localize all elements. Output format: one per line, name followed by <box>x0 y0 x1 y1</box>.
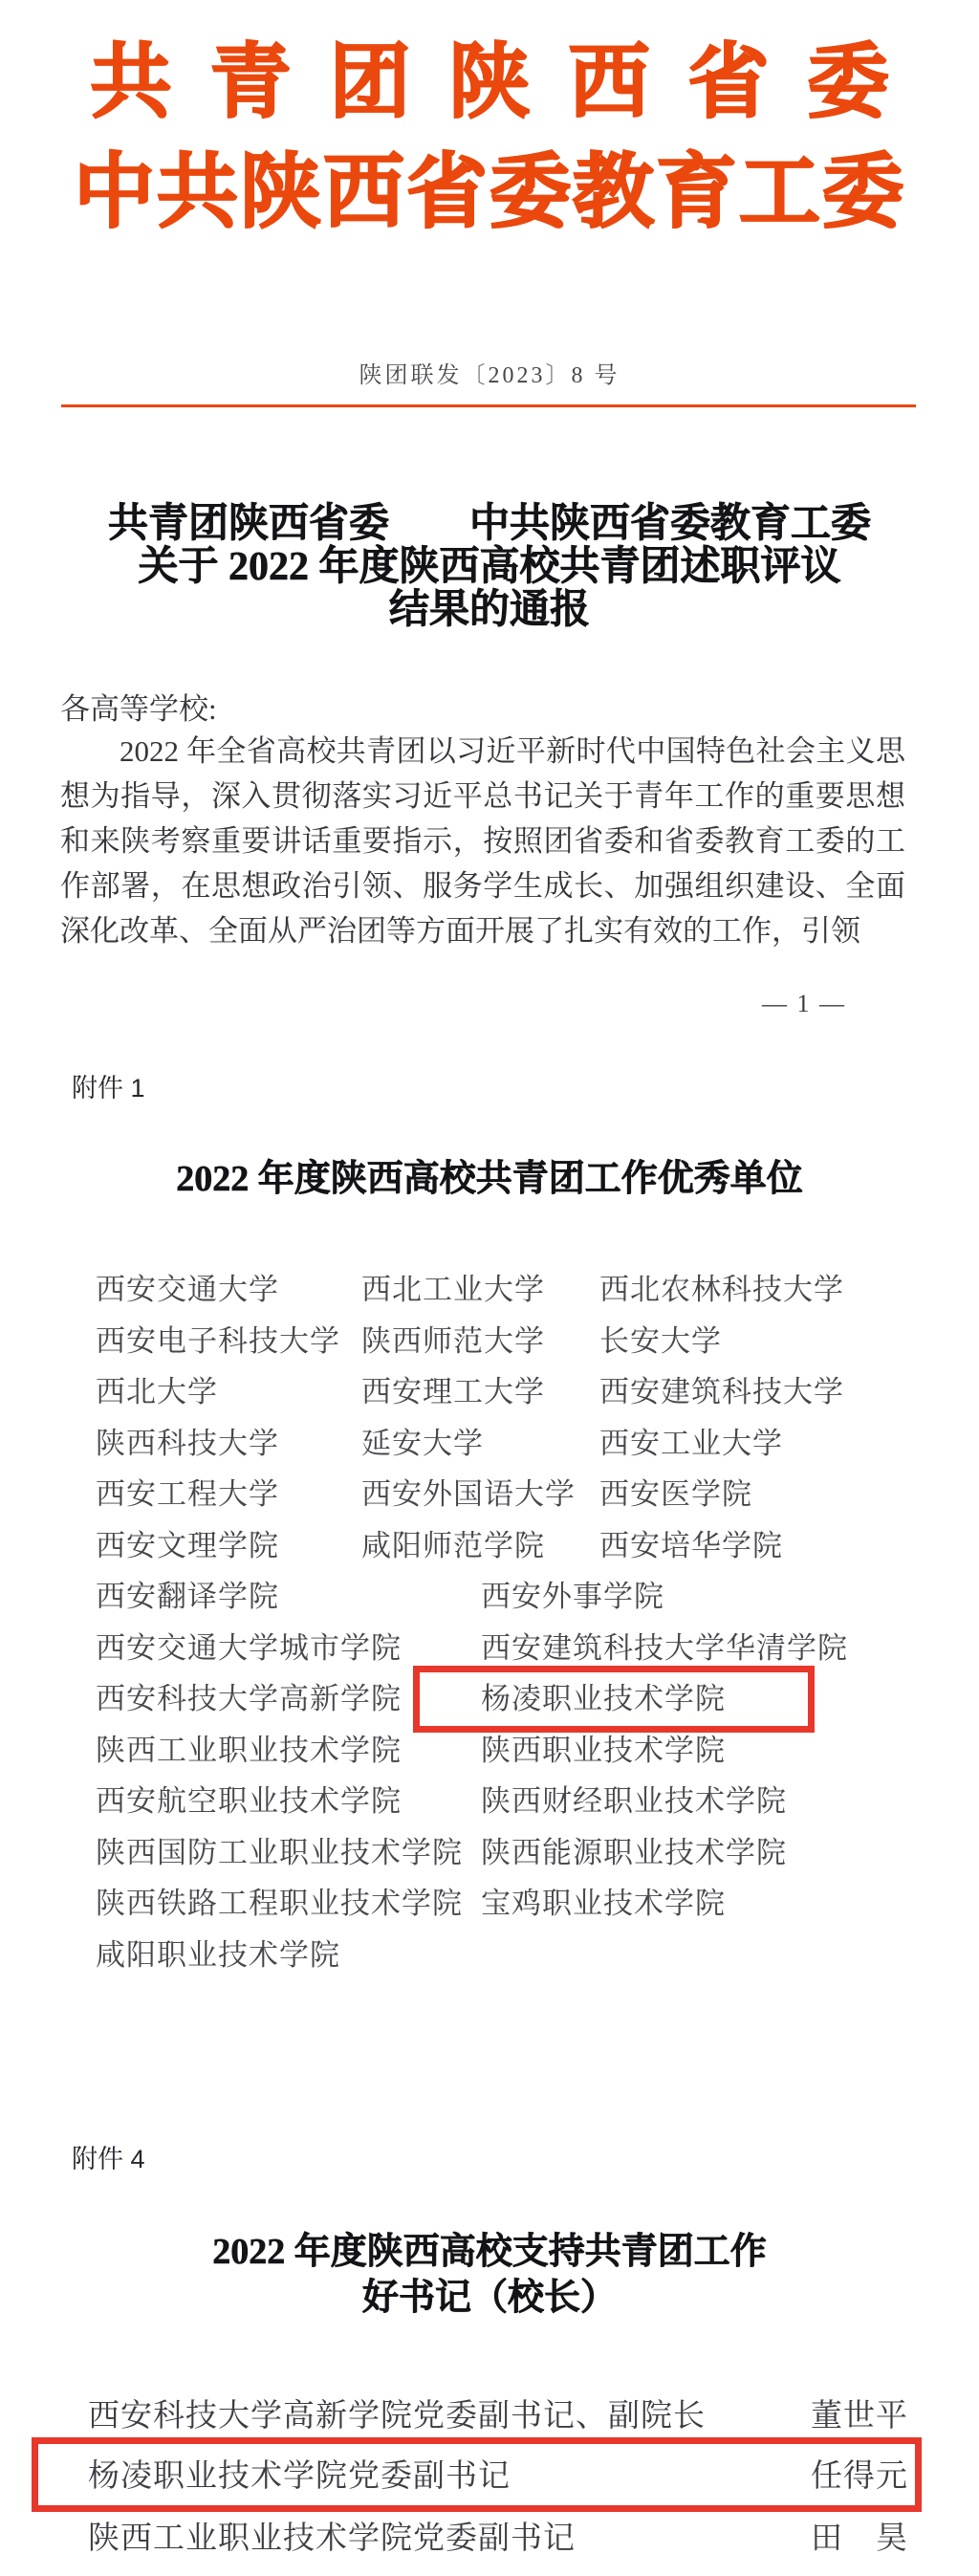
attachment-4-label: 附件 4 <box>72 2145 145 2173</box>
unit-name: 西安医学院 <box>599 1477 752 1511</box>
document-title-line-3: 结果的通报 <box>388 588 590 632</box>
unit-name: 西安建筑科技大学华清学院 <box>481 1630 848 1665</box>
unit-name: 西安文理学院 <box>96 1528 279 1562</box>
attachment-1-title: 2022 年度陕西高校共青团工作优秀单位 <box>176 1159 803 1199</box>
highlight-box-yangling-secretary <box>32 2437 922 2512</box>
unit-name: 陕西职业技术学院 <box>481 1733 726 1767</box>
secretary-name-highlighted: 任得元 <box>811 2459 908 2494</box>
unit-name: 西安科技大学高新学院 <box>96 1682 402 1715</box>
unit-name: 西安外事学院 <box>481 1580 664 1613</box>
unit-name: 西安工业大学 <box>599 1426 783 1460</box>
unit-name: 西安航空职业技术学院 <box>96 1784 402 1818</box>
attachment-4-title <box>0 2229 979 2321</box>
unit-name: 陕西财经职业技术学院 <box>481 1784 787 1818</box>
unit-name: 西安交通大学城市学院 <box>96 1630 402 1665</box>
unit-name: 咸阳职业技术学院 <box>96 1937 340 1972</box>
unit-name: 西北工业大学 <box>361 1273 545 1306</box>
unit-name: 西安理工大学 <box>361 1375 545 1408</box>
document-title-line-2: 关于 2022 年度陕西高校共青团述职评议 <box>138 545 841 589</box>
body-paragraph: 2022 年全省高校共青团以习近平新时代中国特色社会主义思想为指导，深入贯彻落实习近平总书记关于青年工作的重要思想和来陕考察重要讲话重要指示，按照团省委和省委教育工委的工作部署，在思想政治引领、服务学生成长、加强组织建设、全面深化改革、全面从严治团等方面开展了扎实有效的工作，引领 <box>60 734 905 948</box>
secretary-position: 西安科技大学高新学院党委副书记、副院长 <box>88 2399 706 2434</box>
unit-name: 西安建筑科技大学 <box>599 1375 844 1408</box>
salutation: 各高等学校: <box>60 692 217 726</box>
unit-name: 咸阳师范学院 <box>361 1528 545 1562</box>
page-number: — 1 — <box>762 990 846 1017</box>
unit-name: 西安外国语大学 <box>361 1477 576 1511</box>
unit-name: 西北农林科技大学 <box>599 1273 844 1306</box>
attachment-4-title-line-2: 好书记（校长） <box>361 2278 617 2318</box>
attachment-4-title-line-1: 2022 年度陕西高校支持共青团工作 <box>212 2232 767 2272</box>
unit-name: 宝鸡职业技术学院 <box>481 1887 726 1920</box>
unit-name: 陕西铁路工程职业技术学院 <box>96 1887 463 1920</box>
unit-name: 陕西师范大学 <box>361 1323 545 1358</box>
document-title <box>0 503 979 632</box>
document-number: 陕团联发〔2023〕8 号 <box>359 363 620 388</box>
document-title-line-1: 共青团陕西省委 中共陕西省委教育工委 <box>107 502 871 546</box>
unit-name: 长安大学 <box>599 1323 722 1358</box>
unit-name: 西安电子科技大学 <box>96 1323 340 1358</box>
unit-name: 西安工程大学 <box>96 1477 279 1511</box>
highlight-box-yangling-unit <box>413 1666 815 1733</box>
unit-name: 延安大学 <box>361 1426 484 1460</box>
letterhead <box>0 29 979 249</box>
secretary-position: 陕西工业职业技术学院党委副书记 <box>88 2521 576 2556</box>
unit-name: 西安交通大学 <box>96 1273 279 1306</box>
unit-name: 西安翻译学院 <box>96 1580 279 1613</box>
issuing-org-line-1: 共青团陕西省委 <box>90 38 927 128</box>
secretary-name: 董世平 <box>811 2399 908 2434</box>
issuing-org-line-2: 中共陕西省委教育工委 <box>73 148 905 238</box>
unit-name: 陕西工业职业技术学院 <box>96 1733 402 1767</box>
unit-name: 西安培华学院 <box>599 1528 783 1562</box>
unit-name: 陕西能源职业技术学院 <box>481 1835 787 1869</box>
unit-name: 陕西国防工业职业技术学院 <box>96 1835 463 1869</box>
secretary-name: 田 昊 <box>811 2521 908 2556</box>
unit-name: 西北大学 <box>96 1375 218 1408</box>
unit-name-highlighted: 杨凌职业技术学院 <box>481 1682 726 1715</box>
unit-name: 陕西科技大学 <box>96 1426 279 1460</box>
attachment-1-label: 附件 1 <box>72 1074 145 1102</box>
secretary-position-highlighted: 杨凌职业技术学院党委副书记 <box>88 2459 511 2494</box>
header-divider-line <box>61 404 916 407</box>
